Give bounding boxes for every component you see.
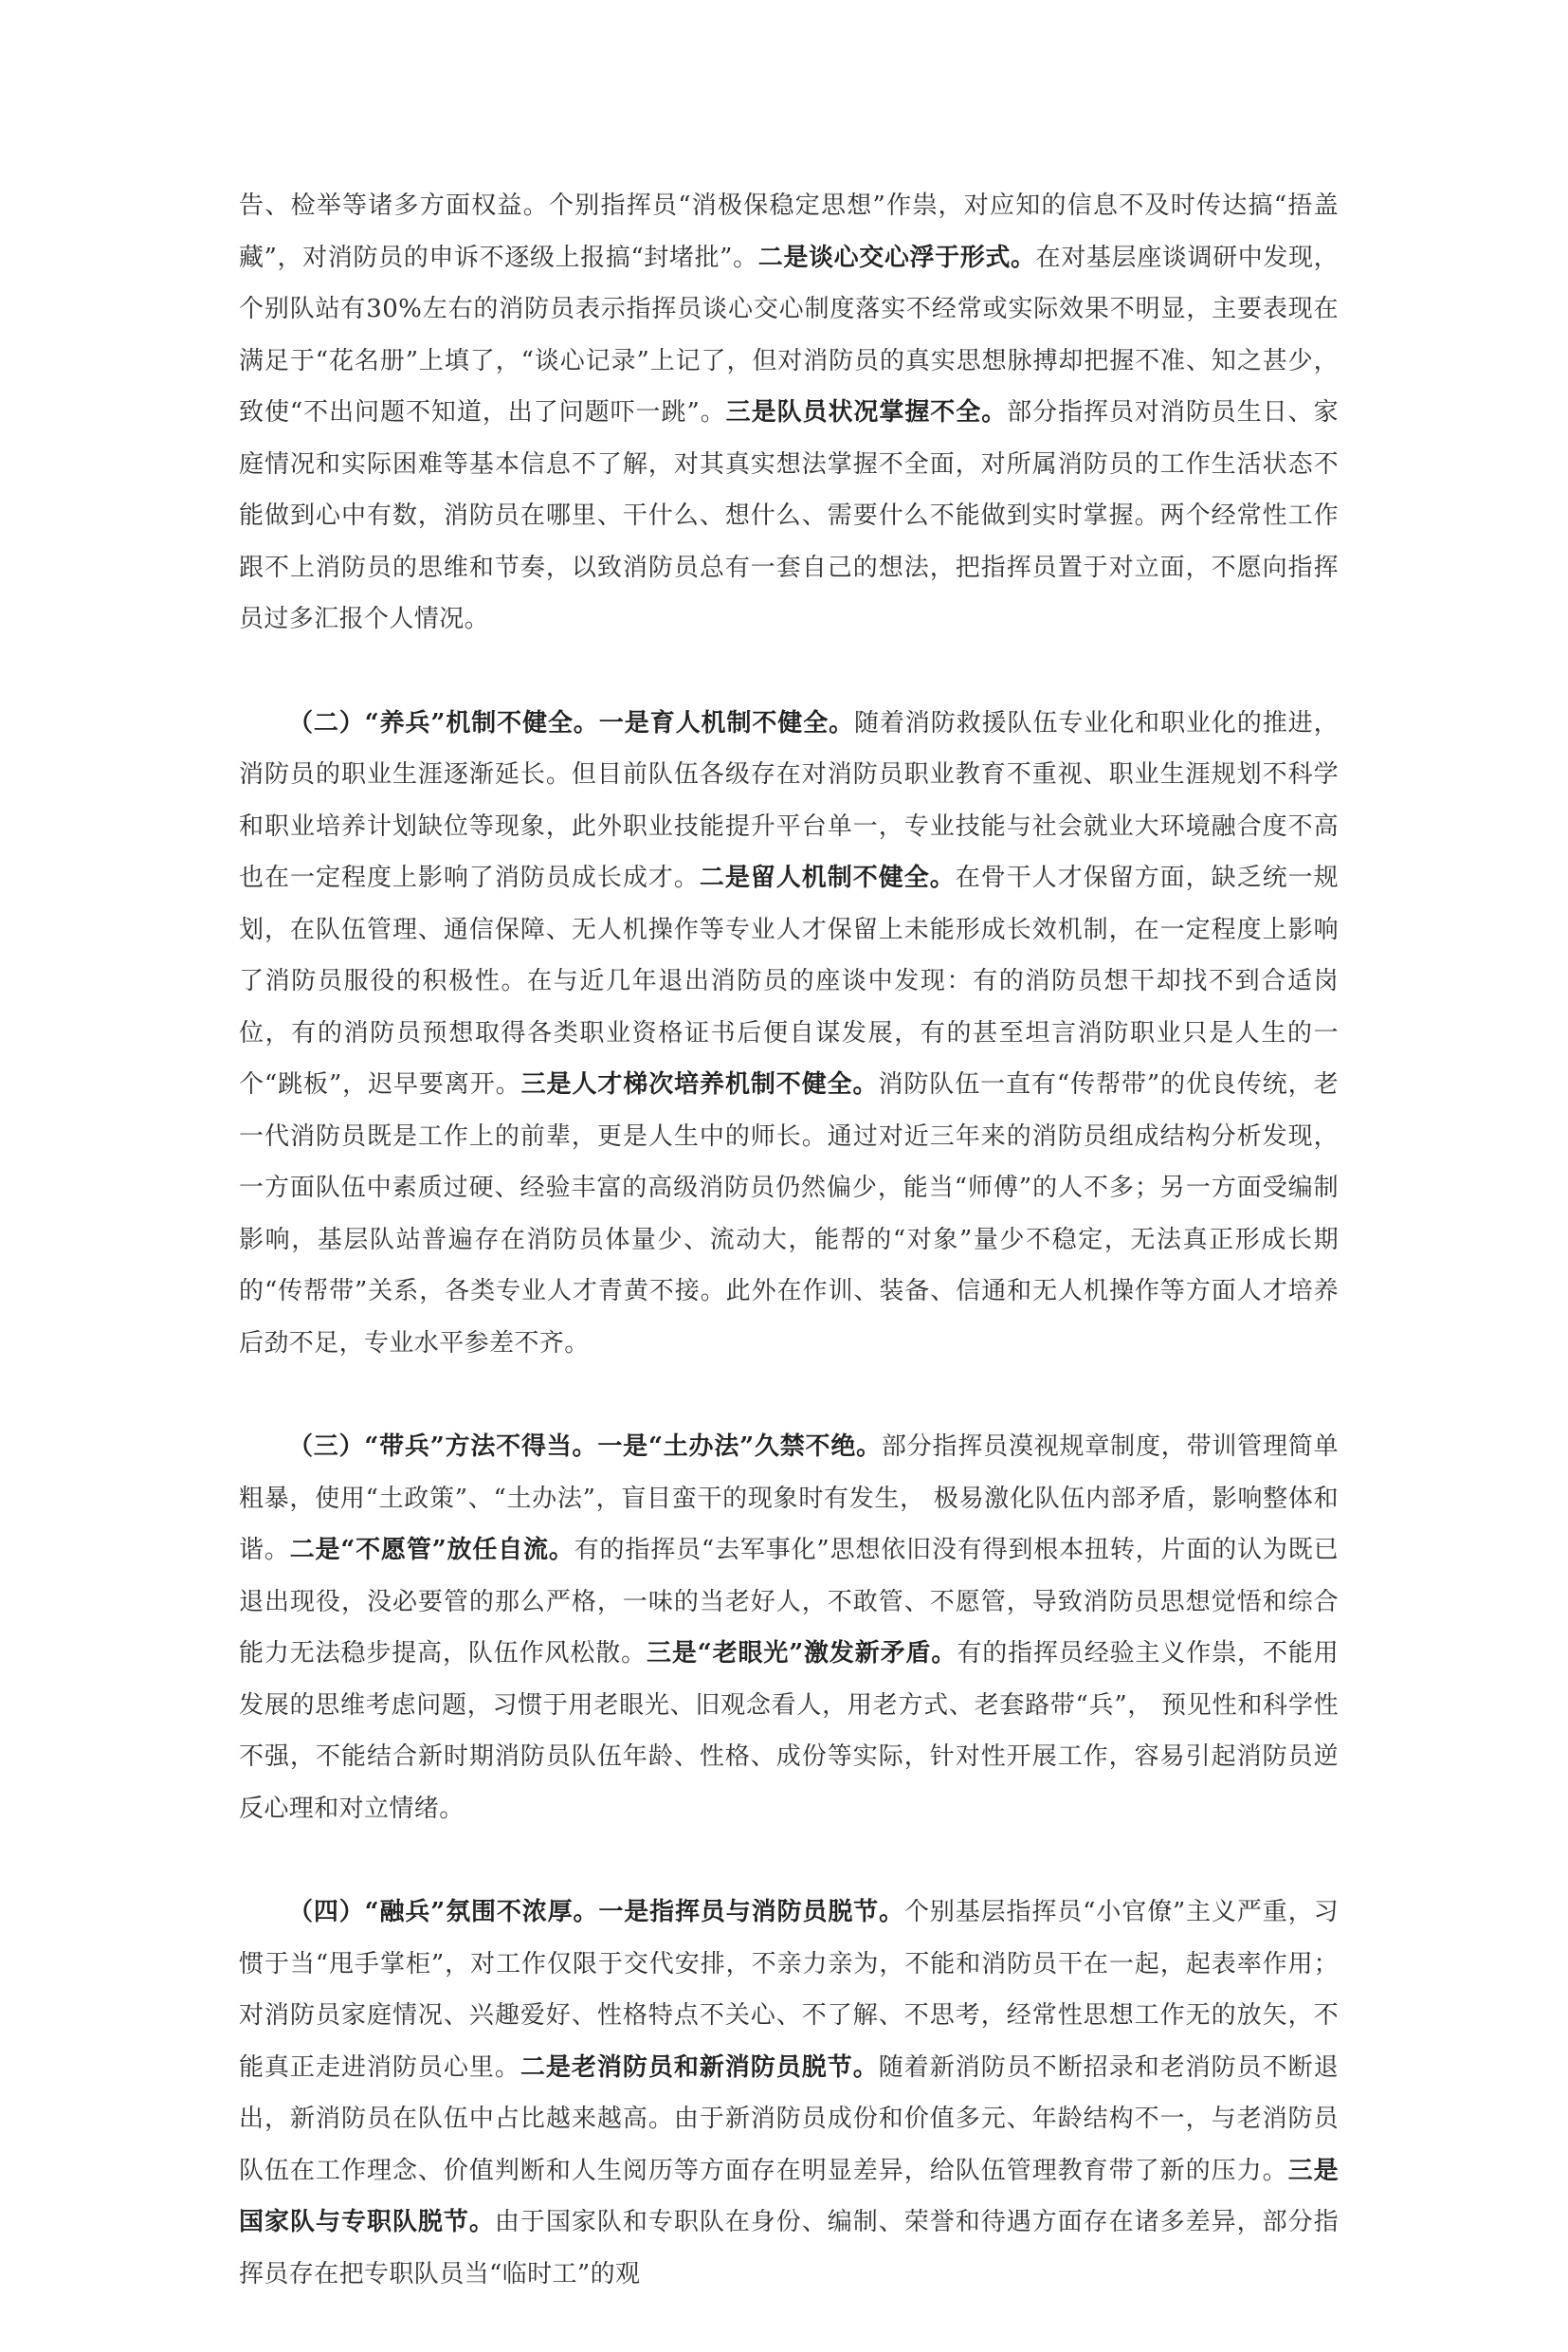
- paragraph-1: [239, 180, 1339, 646]
- paragraph-3-heading-2: 二是“不愿管”放任自流。: [289, 1536, 574, 1564]
- section-heading-4: （四）“融兵”氛围不浓厚。一是指挥员与消防员脱节。: [288, 1898, 904, 1926]
- paragraph-3-run-6: 有的指挥员经验主义作祟，不能用发展的思维考虑问题，习惯于用老眼光、旧观念看人，用老方式、老套路带“兵”， 预见性和科学性不强，不能结合新时期消防员队伍年龄、性格、成份等实际，针对性开展工作，容易引起消防员逆反心理和对立情绪。: [239, 1639, 1339, 1823]
- paragraph-1-run-5: 部分指挥员对消防员生日、家庭情况和实际困难等基本信息不了解，对其真实想法掌握不全面，对所属消防员的工作生活状态不能做到心中有数，消防员在哪里、干什么、想什么、需要什么不能做到实时掌握。两个经常性工作跟不上消防员的思维和节奏，以致消防员总有一套自己的想法，把指挥员置于对立面，不愿向指挥员过多汇报个人情况。: [239, 398, 1339, 633]
- document-page: [239, 180, 1339, 2352]
- paragraph-4-run-6: 由于国家队和专职队在身份、编制、荣誉和待遇方面存在诸多差异，部分指挥员存在把专职队员当“临时工”的观: [239, 2208, 1339, 2288]
- paragraph-4-heading-3: 三是国家队与专职队脱节。: [239, 2156, 1339, 2236]
- section-heading-3: （三）“带兵”方法不得当。一是“土办法”久禁不绝。: [288, 1432, 882, 1461]
- paragraph-4-run-2: 个别基层指挥员“小官僚”主义严重，习惯于当“甩手掌柜”，对工作仅限于交代安排，不亲力亲为，不能和消防员干在一起，起表率作用；对消防员家庭情况、兴趣爱好、性格特点不关心、不了解、不思考，经常性思想工作无的放矢，不能真正走进消防员心里。: [239, 1898, 1339, 2082]
- paragraph-1-heading-3: 三是队员状况掌握不全。: [725, 398, 1008, 427]
- paragraph-3-run-4: 有的指挥员“去军事化”思想依旧没有得到根本扭转，片面的认为既已退出现役，没必要管的那么严格，一味的当老好人，不敢管、不愿管，导致消防员思想觉悟和综合能力无法稳步提高，队伍作风松散。: [239, 1536, 1339, 1668]
- paragraph-3-run-2: 部分指挥员漠视规章制度，带训管理简单粗暴，使用“土政策”、“土办法”，盲目蛮干的现象时有发生， 极易激化队伍内部矛盾，影响整体和谐。: [239, 1432, 1339, 1564]
- paragraph-1-run-3: 在对基层座谈调研中发现，个别队站有30%左右的消防员表示指挥员谈心交心制度落实不经常或实际效果不明显，主要表现在满足于“花名册”上填了，“谈心记录”上记了，但对消防员的真实思想脉搏却把握不准、知之甚少，致使“不出问题不知道，出了问题吓一跳”。: [239, 243, 1339, 427]
- paragraph-1-run-1: 告、检举等诸多方面权益。个别指挥员“消极保稳定思想”作祟，对应知的信息不及时传达搞“捂盖藏”，对消防员的申诉不逐级上报搞“封堵批”。: [239, 191, 1339, 272]
- paragraph-2: [239, 698, 1339, 1370]
- paragraph-2-run-2: 随着消防救援队伍专业化和职业化的推进，消防员的职业生涯逐渐延长。但目前队伍各级存在对消防员职业教育不重视、职业生涯规划不科学和职业培养计划缺位等现象，此外职业技能提升平台单一，专业技能与社会就业大环境融合度不高也在一定程度上影响了消防员成长成才。: [239, 708, 1339, 892]
- paragraph-3: [239, 1421, 1339, 1834]
- paragraph-4-heading-2: 二是老消防员和新消防员脱节。: [520, 2052, 879, 2082]
- paragraph-4: [239, 1887, 1339, 2300]
- paragraph-2-heading-2: 二是留人机制不健全。: [699, 864, 956, 892]
- paragraph-4-run-4: 随着新消防员不断招录和老消防员不断退出，新消防员在队伍中占比越来越高。由于新消防员成份和价值多元、年龄结构不一，与老消防员队伍在工作理念、价值判断和人生阅历等方面存在明显差异，给队伍管理教育带了新的压力。: [239, 2052, 1339, 2185]
- paragraph-2-run-6: 消防队伍一直有“传帮带”的优良传统，老一代消防员既是工作上的前辈，更是人生中的师长。通过对近三年来的消防员组成结构分析发现，一方面队伍中素质过硬、经验丰富的高级消防员仍然偏少，能当“师傅”的人不多；另一方面受编制影响，基层队站普遍存在消防员体量少、流动大，能帮的“对象”量少不稳定，无法真正形成长期的“传帮带”关系，各类专业人才青黄不接。此外在作训、装备、信通和无人机操作等方面人才培养后劲不足，专业水平参差不齐。: [239, 1070, 1339, 1358]
- paragraph-1-heading-2: 二是谈心交心浮于形式。: [757, 243, 1036, 272]
- section-heading-2: （二）“养兵”机制不健全。一是育人机制不健全。: [288, 708, 855, 738]
- paragraph-2-run-4: 在骨干人才保留方面，缺乏统一规划，在队伍管理、通信保障、无人机操作等专业人才保留上未能形成长效机制，在一定程度上影响了消防员服役的积极性。在与近几年退出消防员的座谈中发现：有的消防员想干却找不到合适岗位，有的消防员预想取得各类职业资格证书后便自谋发展，有的甚至坦言消防职业只是人生的一个“跳板”，迟早要离开。: [239, 864, 1339, 1099]
- paragraph-3-heading-3: 三是“老眼光”激发新矛盾。: [647, 1639, 957, 1668]
- paragraph-2-heading-3: 三是人才梯次培养机制不健全。: [520, 1070, 879, 1099]
